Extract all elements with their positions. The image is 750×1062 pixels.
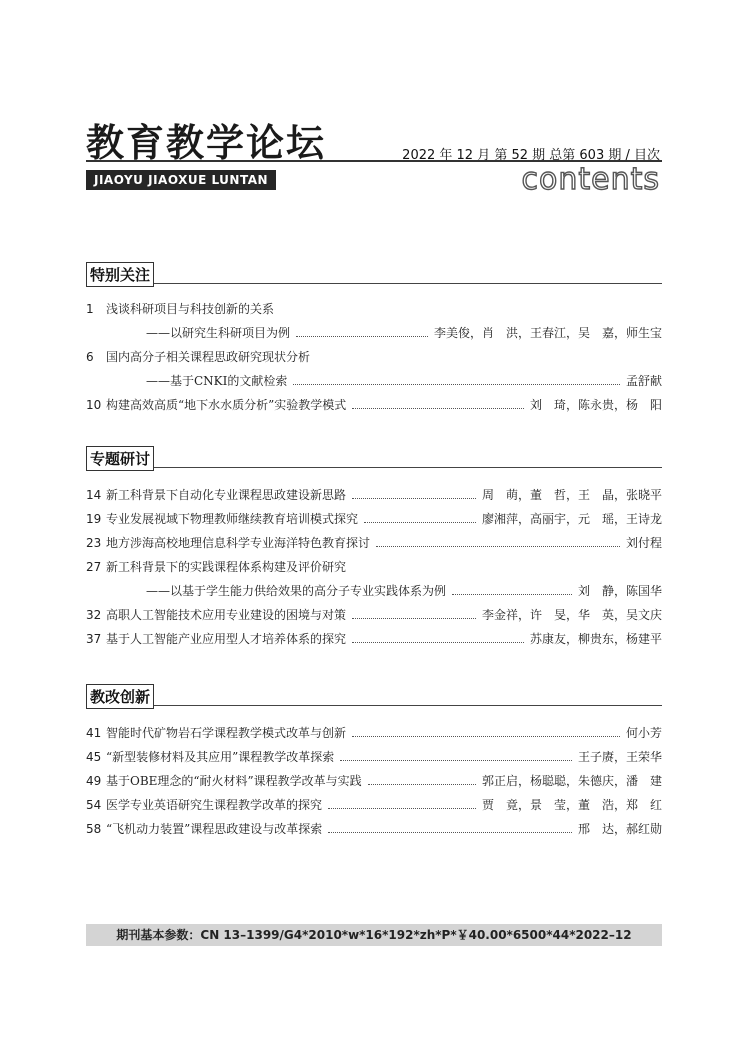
page-number: 19 (86, 512, 102, 526)
toc-entry (86, 772, 662, 796)
leader-dots (368, 776, 476, 785)
leader-dots (352, 400, 524, 409)
leader-dots (340, 752, 572, 761)
article-title: 新工科背景下的实践课程体系构建及评价研究 (106, 560, 347, 574)
toc-subtitle-row (86, 372, 662, 396)
article-title: 智能时代矿物岩石学课程教学模式改革与创新 (106, 726, 347, 740)
toc-list-reform (86, 724, 662, 844)
section-rule (86, 705, 662, 706)
leader-dots (296, 328, 428, 337)
article-authors: 刘付程 (625, 536, 662, 550)
article-authors: 孟舒献 (625, 374, 662, 388)
article-title: 医学专业英语研究生课程教学改革的探究 (106, 798, 323, 812)
toc-list-special (86, 300, 662, 420)
article-authors: 邢 达，郝红勋 (577, 822, 662, 836)
issue-info: 2022 年 12 月 第 52 期 总第 603 期 / 目次 (402, 148, 660, 163)
article-title: ——以研究生科研项目为例 (146, 326, 291, 340)
leader-dots (328, 800, 476, 809)
page-number: 32 (86, 608, 102, 622)
article-title: 地方涉海高校地理信息科学专业海洋特色教育探讨 (106, 536, 371, 550)
page-number: 10 (86, 398, 102, 412)
article-title: 国内高分子相关课程思政研究现状分析 (106, 350, 311, 364)
toc-entry (86, 510, 662, 534)
page-number: 41 (86, 726, 102, 740)
page-number: 54 (86, 798, 102, 812)
toc-entry (86, 606, 662, 630)
toc-subtitle-row (86, 582, 662, 606)
section-rule (86, 467, 662, 468)
toc-entry (86, 348, 662, 372)
article-authors: 周 萌，董 哲，王 晶，张晓平 (481, 488, 662, 502)
article-title: ——以基于学生能力供给效果的高分子专业实践体系为例 (146, 584, 447, 598)
journal-parameters: 期刊基本参数：CN 13–1399/G4*2010*w*16*192*zh*P*￥40.00*6500*44*2022–12 (86, 924, 662, 946)
leader-dots (452, 586, 572, 595)
section-title: 专题研讨 (86, 446, 154, 471)
page-number: 49 (86, 774, 102, 788)
toc-entry (86, 748, 662, 772)
article-authors: 刘 静，陈国华 (577, 584, 662, 598)
page-number: 23 (86, 536, 102, 550)
article-title: ——基于CNKI的文献检索 (146, 374, 288, 388)
article-title: 基于OBE理念的“耐火材料”课程教学改革与实践 (106, 774, 362, 788)
toc-entry (86, 724, 662, 748)
article-authors: 刘 琦，陈永贵，杨 阳 (529, 398, 662, 412)
article-title: “飞机动力装置”课程思政建设与改革探索 (106, 822, 323, 836)
article-authors: 李金祥，许 旻，华 英，吴文庆 (481, 608, 662, 622)
article-title: 浅谈科研项目与科技创新的关系 (106, 302, 275, 316)
journal-title: 教育教学论坛 (86, 121, 327, 165)
toc-entry (86, 534, 662, 558)
article-authors: 廖湘萍，高丽宇，元 瑶，王诗龙 (481, 512, 662, 526)
toc-entry (86, 820, 662, 844)
toc-list-topics (86, 486, 662, 654)
article-title: 专业发展视域下物理教师继续教育培训模式探究 (106, 512, 359, 526)
article-authors: 苏康友，柳贵东，杨建平 (529, 632, 662, 646)
article-authors: 贾 竟，景 莹，董 浩，郑 红 (481, 798, 662, 812)
section-header-special (86, 262, 662, 287)
section-title: 特别关注 (86, 262, 154, 287)
article-title: 构建高效高质“地下水水质分析”实验教学模式 (106, 398, 347, 412)
leader-dots (293, 376, 620, 385)
article-authors: 王子赓，王荣华 (577, 750, 662, 764)
page-number: 1 (86, 302, 94, 316)
leader-dots (328, 824, 572, 833)
toc-entry (86, 486, 662, 510)
leader-dots (352, 728, 620, 737)
article-authors: 李美俊，肖 洪，王春江，吴 嘉，师生宝 (433, 326, 662, 340)
article-authors: 郭正启，杨聪聪，朱德庆，潘 建 (481, 774, 662, 788)
leader-dots (364, 514, 476, 523)
article-title: 新工科背景下自动化专业课程思政建设新思路 (106, 488, 347, 502)
toc-subtitle-row (86, 324, 662, 348)
page-number: 45 (86, 750, 102, 764)
toc-entry (86, 396, 662, 420)
pinyin-banner: JIAOYU JIAOXUE LUNTAN (86, 170, 276, 190)
article-authors: 何小芳 (625, 726, 662, 740)
section-title: 教改创新 (86, 684, 154, 709)
page-number: 6 (86, 350, 94, 364)
toc-entry (86, 796, 662, 820)
section-rule (86, 283, 662, 284)
page-number: 37 (86, 632, 102, 646)
section-header-reform (86, 684, 662, 709)
page-number: 58 (86, 822, 102, 836)
page-number: 27 (86, 560, 102, 574)
toc-entry (86, 300, 662, 324)
toc-entry (86, 630, 662, 654)
page-number: 14 (86, 488, 102, 502)
section-header-topics (86, 446, 662, 471)
leader-dots (352, 490, 476, 499)
leader-dots (376, 538, 620, 547)
contents-wordmark: contents (521, 162, 660, 197)
article-title: 高职人工智能技术应用专业建设的困境与对策 (106, 608, 347, 622)
toc-entry (86, 558, 662, 582)
leader-dots (352, 634, 524, 643)
article-title: 基于人工智能产业应用型人才培养体系的探究 (106, 632, 347, 646)
leader-dots (352, 610, 476, 619)
article-title: “新型装修材料及其应用”课程教学改革探索 (106, 750, 335, 764)
